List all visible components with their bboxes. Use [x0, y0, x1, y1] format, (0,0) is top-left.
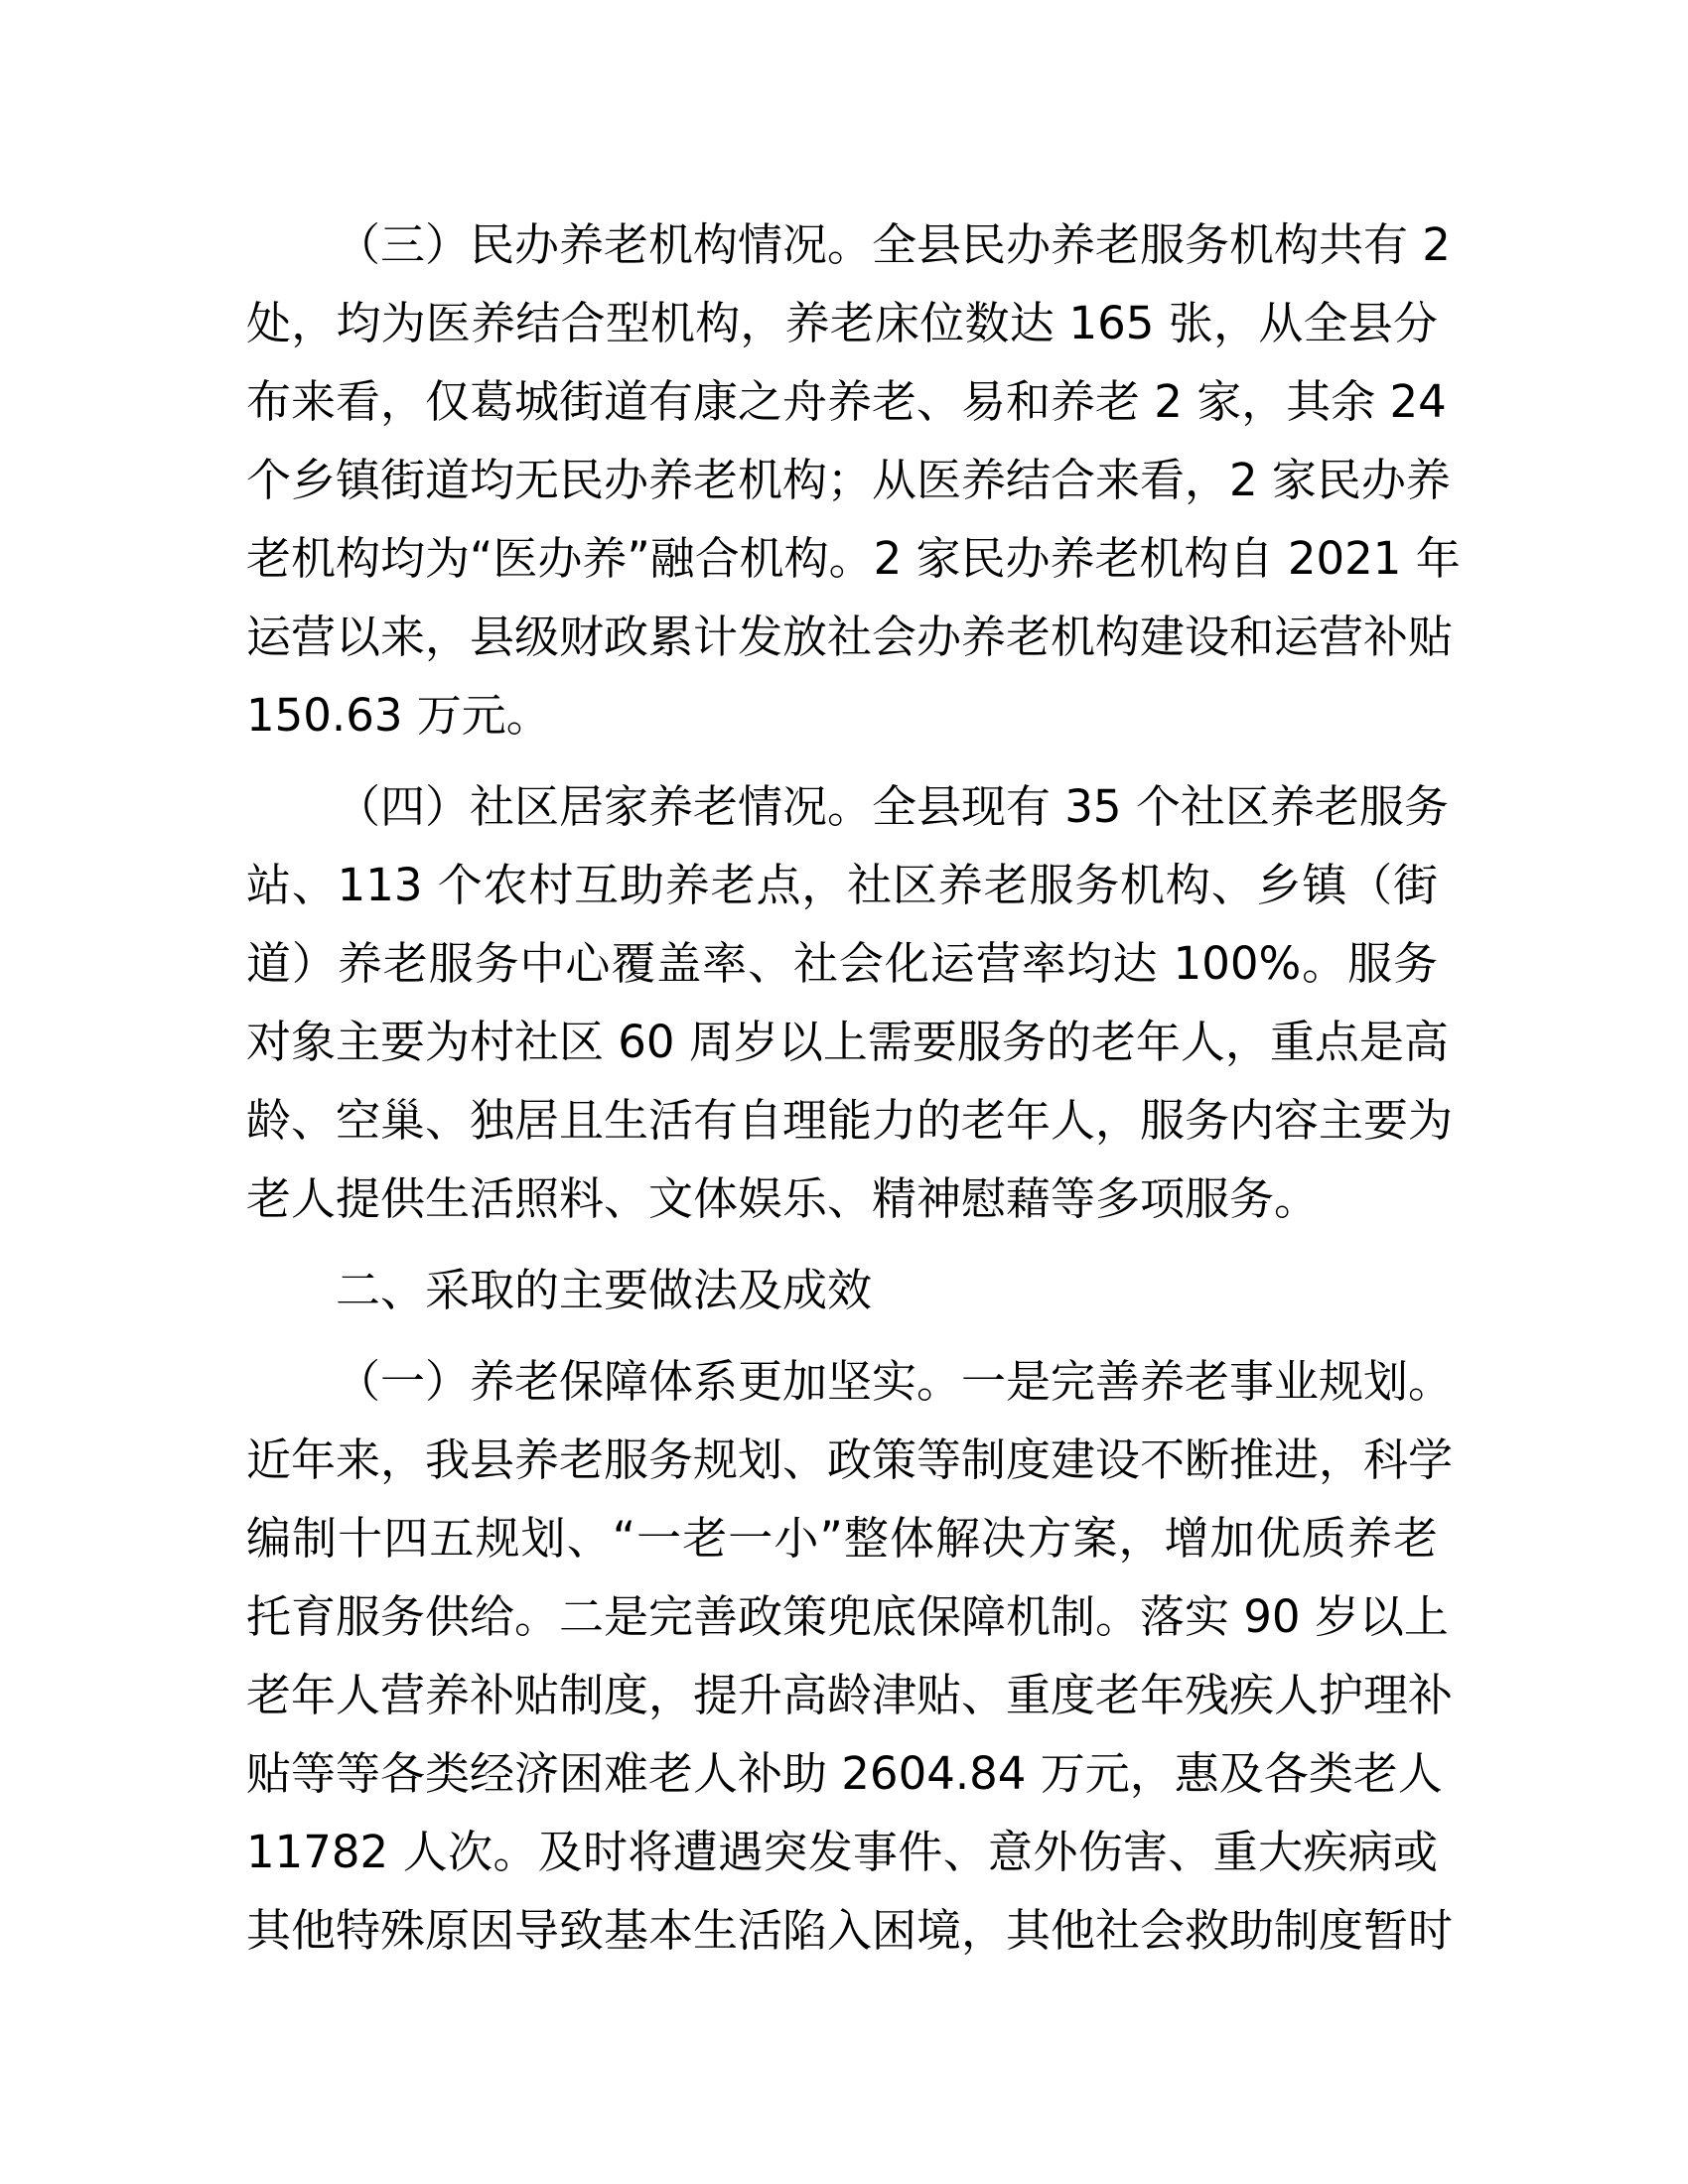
- text-line: 老人提供生活照料、文体娱乐、精神慰藉等多项服务。: [246, 1172, 1320, 1225]
- text-line: （四）社区居家养老情况。全县现有 35 个社区养老服务: [336, 780, 1449, 833]
- text-line: 老年人营养补贴制度，提升高龄津贴、重度老年残疾人护理补: [246, 1669, 1454, 1721]
- heading-line: 二、采取的主要做法及成效: [336, 1264, 873, 1316]
- text-line: 个乡镇街道均无民办养老机构；从医养结合来看，2 家民办养: [246, 454, 1451, 506]
- section-heading: [246, 1251, 1438, 1329]
- text-line: 11782 人次。及时将遭遇突发事件、意外伤害、重大疾病或: [246, 1826, 1438, 1878]
- text-line: 布来看，仅葛城街道有康之舟养老、易和养老 2 家，其余 24: [246, 375, 1447, 428]
- text-line: 老机构均为“医办养”融合机构。2 家民办养老机构自 2021 年: [246, 532, 1461, 585]
- paragraph-community-home-care: [246, 767, 1454, 1238]
- document-page: [246, 205, 1461, 1970]
- text-line: 对象主要为村社区 60 周岁以上需要服务的老年人，重点是高: [246, 1016, 1449, 1068]
- text-line: 托育服务供给。二是完善政策兜底保障机制。落实 90 岁以上: [246, 1590, 1449, 1643]
- text-line: 150.63 万元。: [246, 689, 551, 742]
- text-line: 近年来，我县养老服务规划、政策等制度建设不断推进，科学: [246, 1433, 1454, 1486]
- paragraph-pension-system: [246, 1342, 1454, 1970]
- text-line: 道）养老服务中心覆盖率、社会化运营率均达 100%。服务: [246, 937, 1438, 990]
- text-line: 其他特殊原因导致基本生活陷入困境，其他社会救助制度暂时: [246, 1904, 1454, 1957]
- text-line: 站、113 个农村互助养老点，社区养老服务机构、乡镇（街: [246, 859, 1438, 911]
- text-line: 编制十四五规划、“一老一小”整体解决方案，增加优质养老: [246, 1512, 1438, 1565]
- text-line: 龄、空巢、独居且生活有自理能力的老年人，服务内容主要为: [246, 1094, 1454, 1147]
- text-line: 运营以来，县级财政累计发放社会办养老机构建设和运营补贴: [246, 611, 1454, 663]
- text-line: （三）民办养老机构情况。全县民办养老服务机构共有 2: [336, 218, 1451, 271]
- text-line: 贴等等各类经济困难老人补助 2604.84 万元，惠及各类老人: [246, 1747, 1443, 1800]
- paragraph-private-elderly-care: [246, 205, 1461, 754]
- text-line: 处，均为医养结合型机构，养老床位数达 165 张，从全县分: [246, 297, 1438, 349]
- text-line: （一）养老保障体系更加坚实。一是完善养老事业规划。: [336, 1355, 1454, 1408]
